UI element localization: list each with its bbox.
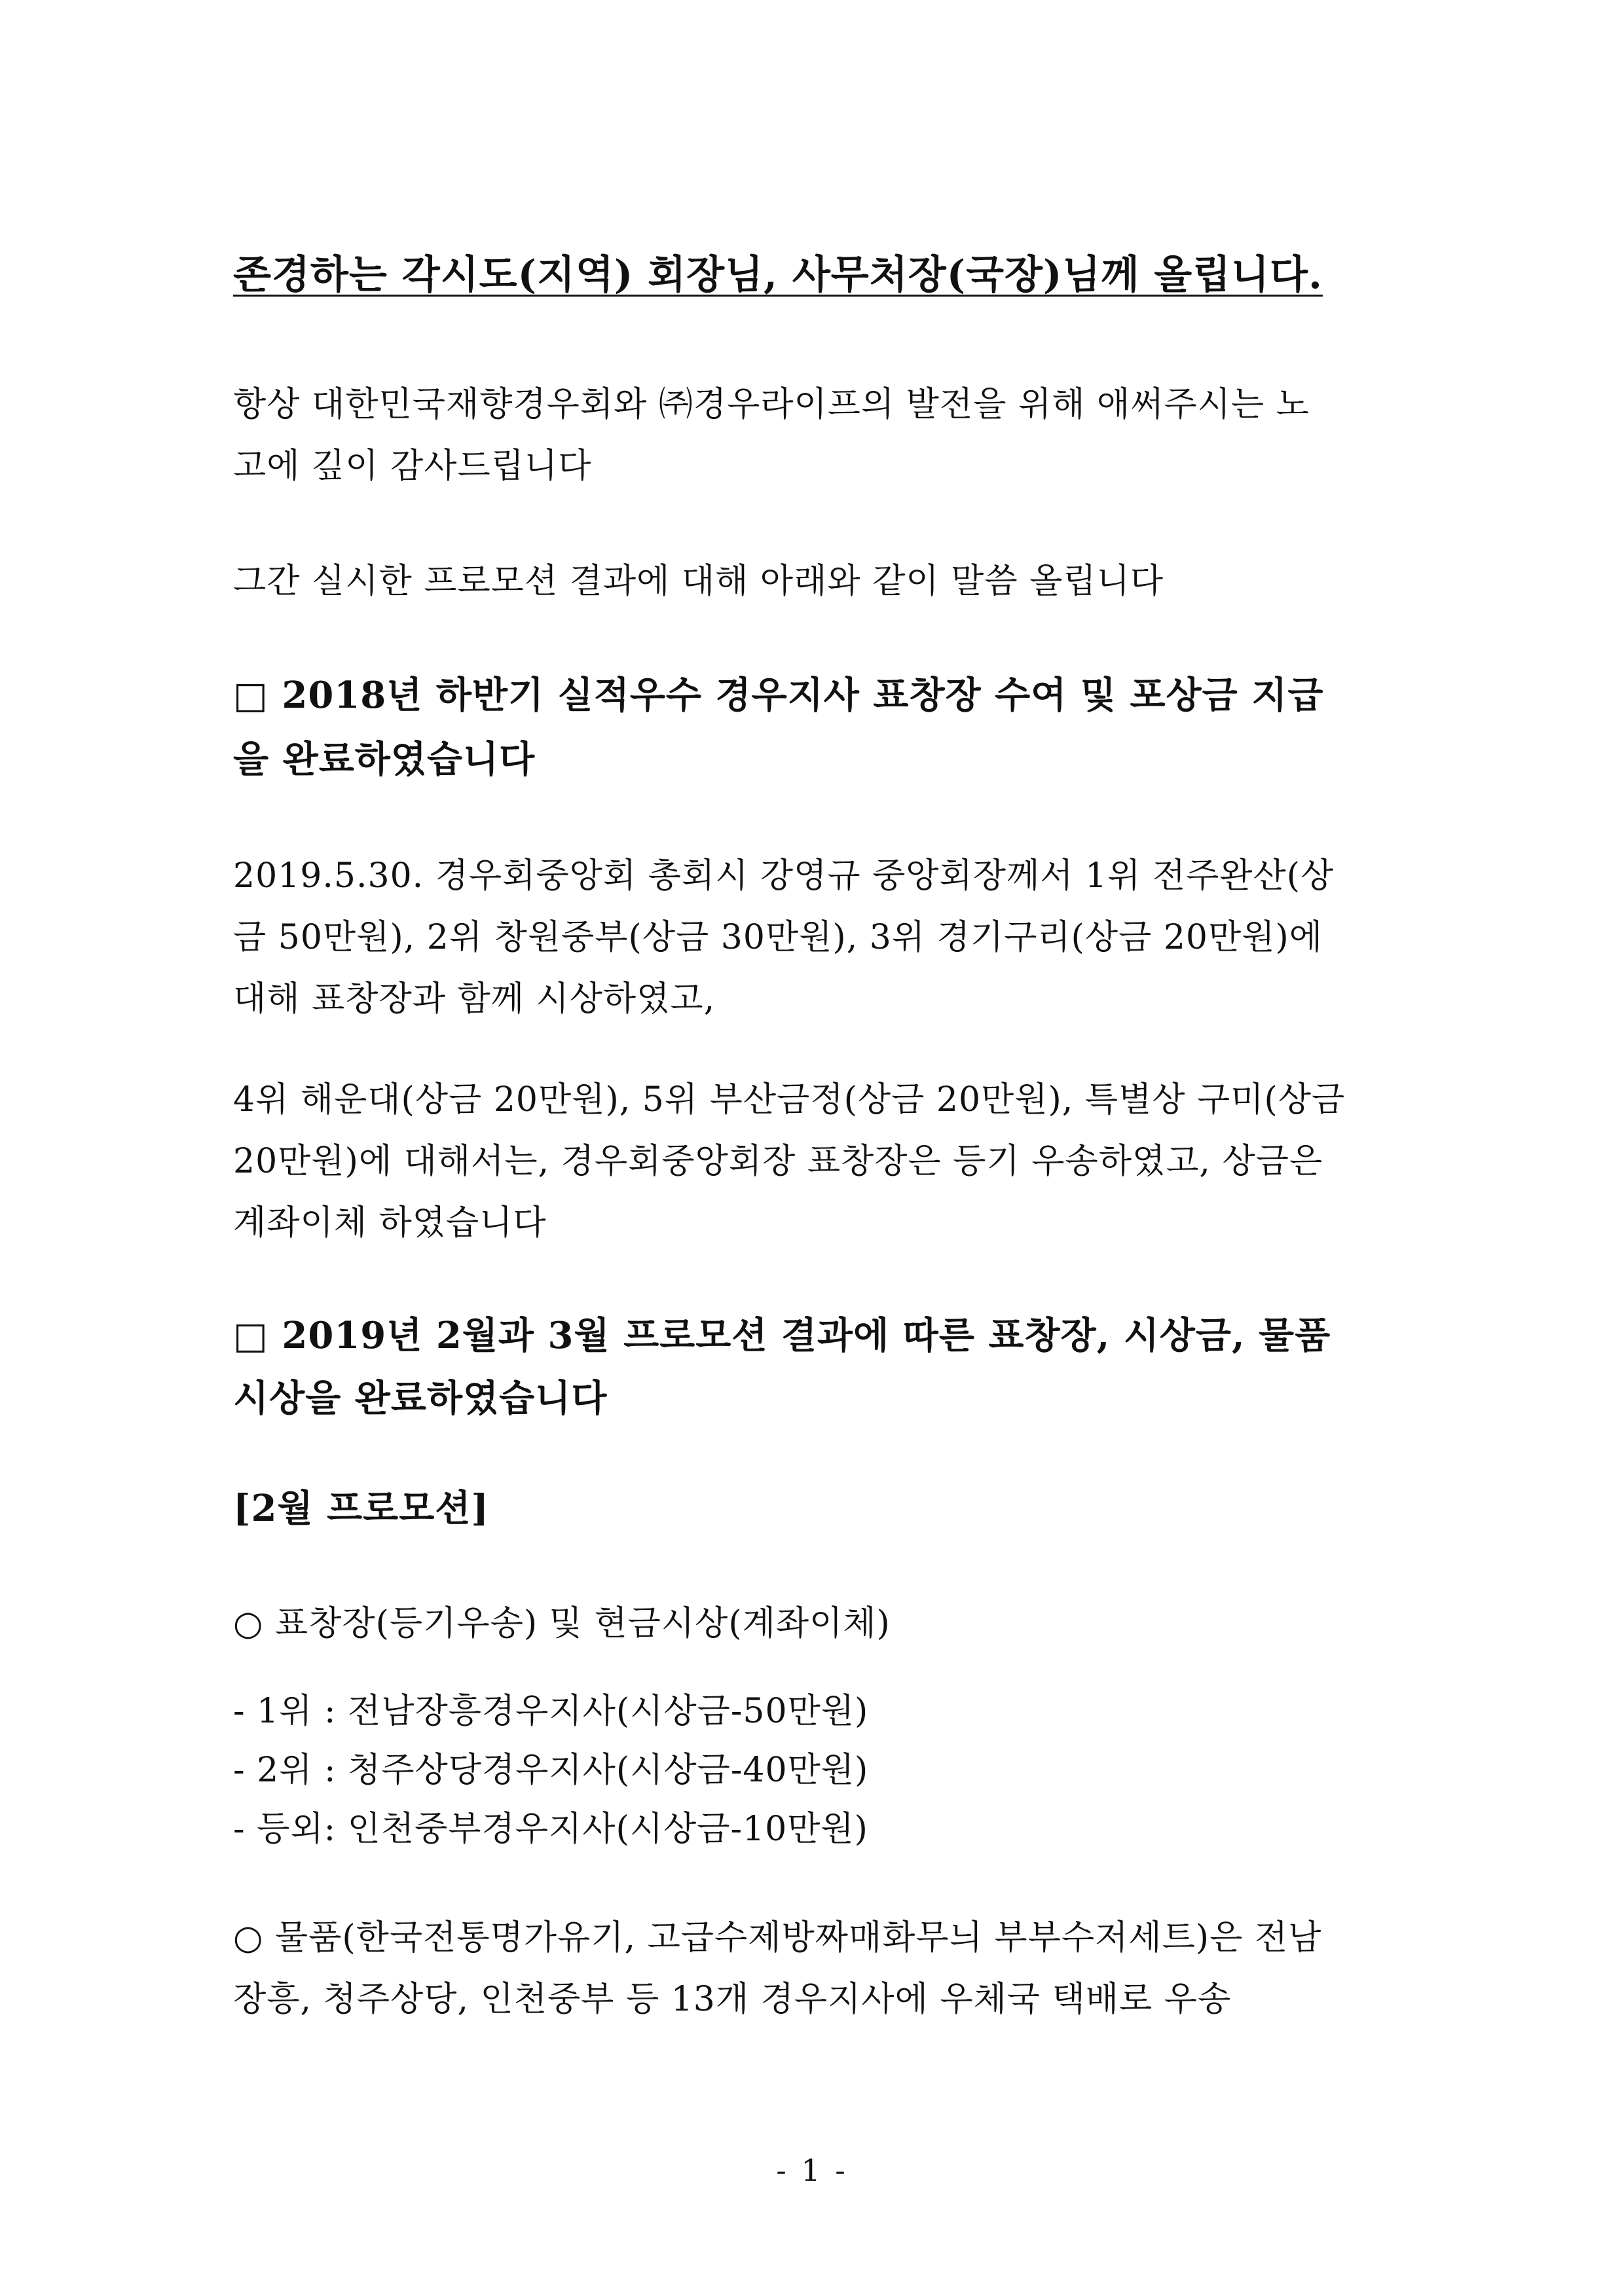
section1-para2-line-3: 계좌이체 하였습니다 <box>233 1203 547 1243</box>
section1-title-line-2: 을 완료하였습니다 <box>233 738 536 781</box>
award-item: - 등외: 인천중부경우지사(시상금-10만원) <box>233 1810 868 1849</box>
section1-title-line-1: □ 2018년 하반기 실적우수 경우지사 표창장 수여 및 포상금 지급 <box>233 674 1324 717</box>
section2-title-line-2: 시상을 완료하였습니다 <box>233 1377 608 1420</box>
intro-text: 그간 실시한 프로모션 결과에 대해 아래와 같이 말씀 올립니다 <box>233 562 1164 601</box>
greeting-line-1: 항상 대한민국재향경우회와 ㈜경우라이프의 발전을 위해 애써주시는 노 <box>233 385 1310 424</box>
goods-line-2: 장흥, 청주상당, 인천중부 등 13개 경우지사에 우체국 택배로 우송 <box>233 1980 1232 2019</box>
section2-title-line-1: □ 2019년 2월과 3월 프로모션 결과에 따른 표창장, 시상금, 물품 <box>233 1314 1331 1357</box>
section1-para1-line-1: 2019.5.30. 경우회중앙회 총회시 강영규 중앙회장께서 1위 전주완산(상 <box>233 856 1335 896</box>
goods-line-1: ○ 물품(한국전통명가유기, 고급수제방짜매화무늬 부부수저세트)은 전남 <box>233 1918 1322 1958</box>
section2-subheading: [2월 프로모션] <box>233 1487 489 1530</box>
section1-para1-line-3: 대해 표창장과 함께 시상하였고, <box>233 979 716 1019</box>
section1-para2-line-1: 4위 해운대(상금 20만원), 5위 부산금정(상금 20만원), 특별상 구미(상금 <box>233 1080 1346 1120</box>
section1-para1-line-2: 금 50만원), 2위 창원중부(상금 30만원), 3위 경기구리(상금 20만원)에 <box>233 918 1323 957</box>
award-item: - 2위 : 청주상당경우지사(시상금-40만원) <box>233 1751 869 1790</box>
section1-para2-line-2: 20만원)에 대해서는, 경우회중앙회장 표창장은 등기 우송하였고, 상금은 <box>233 1142 1323 1181</box>
award-item: - 1위 : 전남장흥경우지사(시상금-50만원) <box>233 1692 869 1731</box>
page-number: - 1 - <box>776 2153 848 2188</box>
letter-heading: 존경하는 각시도(지역) 회장님, 사무처장(국장)님께 올립니다. <box>233 252 1323 298</box>
greeting-line-2: 고에 깊이 감사드립니다 <box>233 446 592 486</box>
awards-heading: ○ 표창장(등기우송) 및 현금시상(계좌이체) <box>233 1604 891 1643</box>
